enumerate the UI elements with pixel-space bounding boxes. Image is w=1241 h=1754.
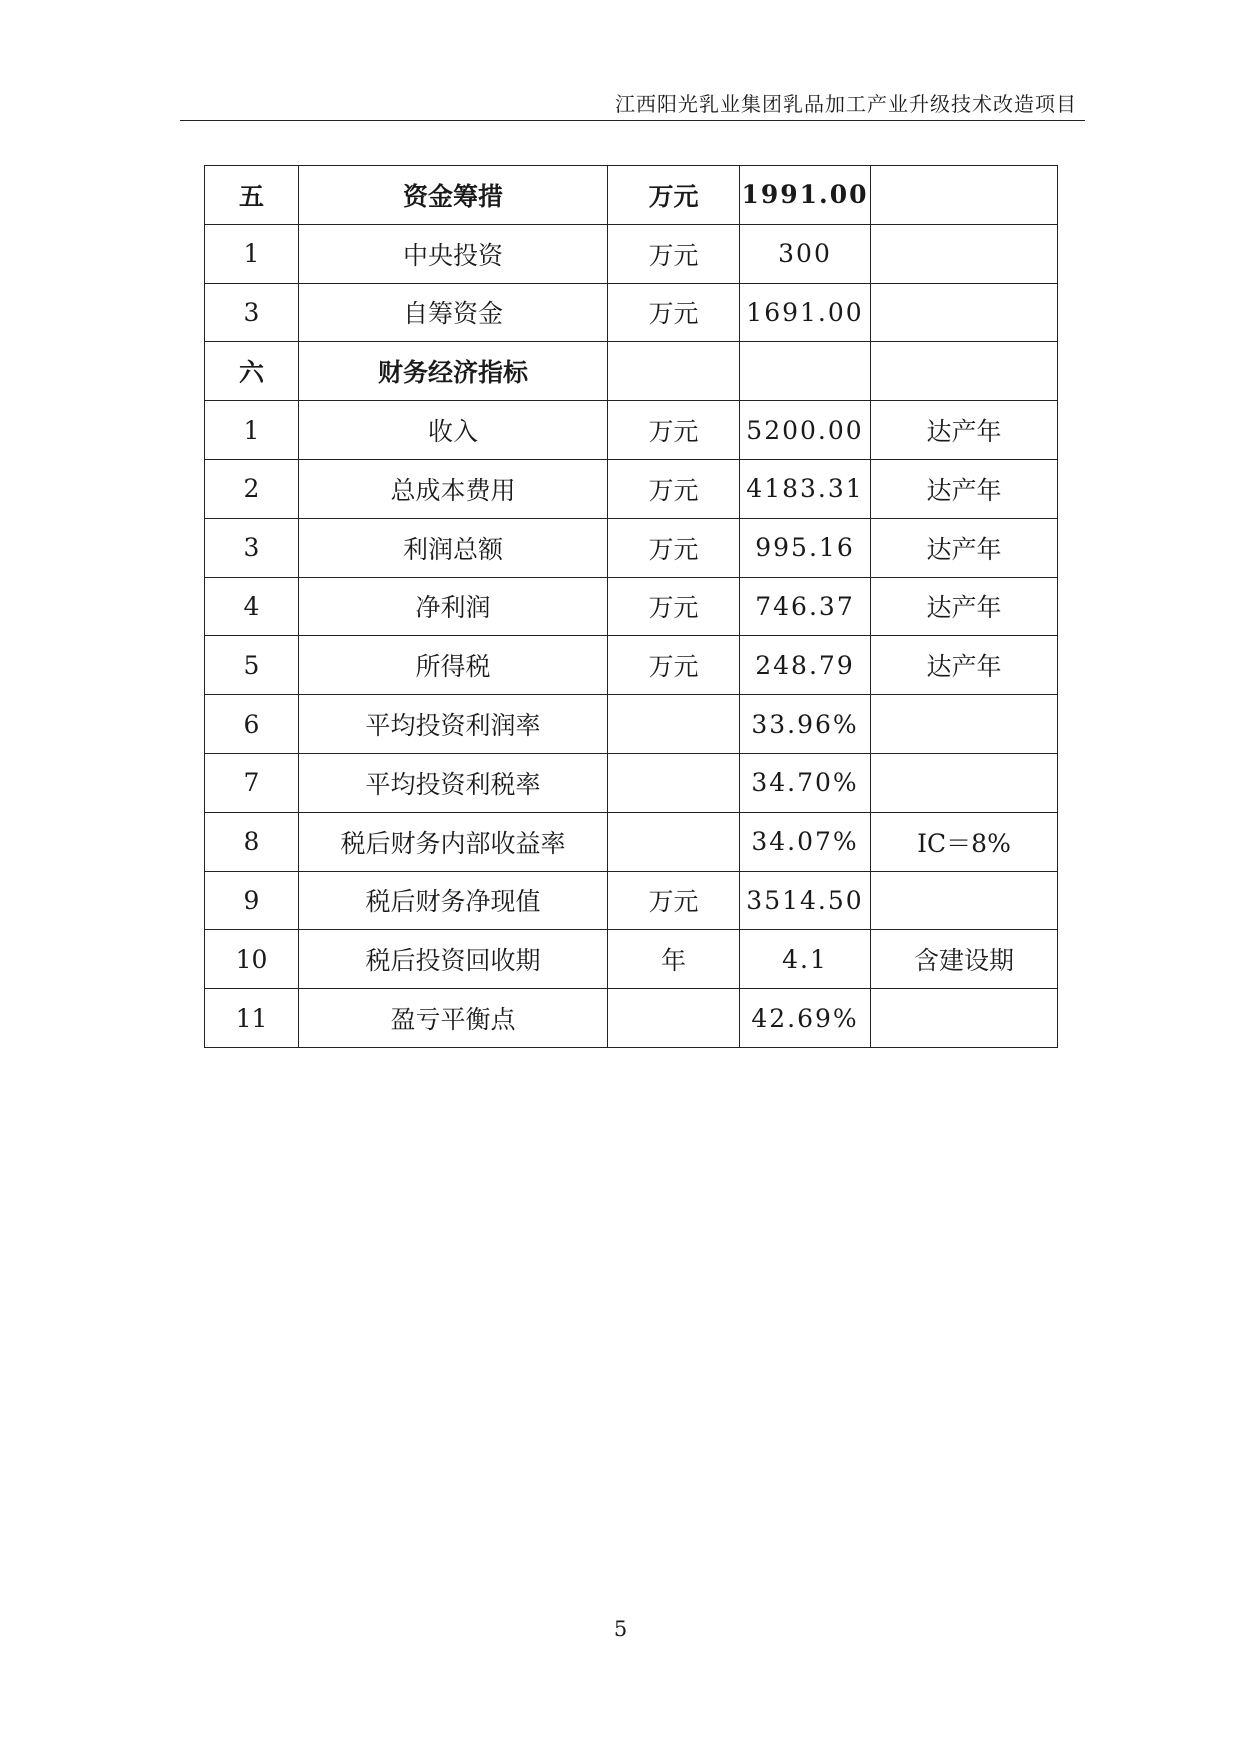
row-note-cell: IC＝8% — [871, 812, 1058, 871]
row-item-cell: 所得税 — [299, 636, 608, 695]
table-row — [205, 401, 1058, 460]
row-index-cell: 五 — [205, 166, 299, 225]
table-row — [205, 224, 1058, 283]
row-item-cell: 财务经济指标 — [299, 342, 608, 401]
table-row — [205, 636, 1058, 695]
row-unit-cell — [608, 989, 740, 1048]
row-value-cell: 1691.00 — [740, 283, 871, 342]
row-index-cell: 8 — [205, 812, 299, 871]
row-unit-cell — [608, 753, 740, 812]
table-row — [205, 753, 1058, 812]
table-section-row — [205, 166, 1058, 225]
row-index-cell: 2 — [205, 459, 299, 518]
row-unit-cell — [608, 695, 740, 754]
row-note-cell: 达产年 — [871, 401, 1058, 460]
row-item-cell: 自筹资金 — [299, 283, 608, 342]
row-note-cell — [871, 283, 1058, 342]
row-unit-cell: 万元 — [608, 459, 740, 518]
row-note-cell: 达产年 — [871, 577, 1058, 636]
row-note-cell: 达产年 — [871, 518, 1058, 577]
row-note-cell: 达产年 — [871, 636, 1058, 695]
row-index-cell: 六 — [205, 342, 299, 401]
row-unit-cell — [608, 812, 740, 871]
row-unit-cell — [608, 342, 740, 401]
row-note-cell — [871, 342, 1058, 401]
row-unit-cell: 万元 — [608, 401, 740, 460]
row-note-cell — [871, 753, 1058, 812]
row-value-cell: 3514.50 — [740, 871, 871, 930]
row-value-cell: 4.1 — [740, 930, 871, 989]
row-item-cell: 税后财务净现值 — [299, 871, 608, 930]
financial-indicators-table — [204, 165, 1058, 1048]
table-row — [205, 283, 1058, 342]
table-row — [205, 577, 1058, 636]
table-row — [205, 930, 1058, 989]
row-unit-cell: 万元 — [608, 166, 740, 225]
row-value-cell: 42.69% — [740, 989, 871, 1048]
row-unit-cell: 万元 — [608, 577, 740, 636]
row-value-cell: 33.96% — [740, 695, 871, 754]
table-row — [205, 695, 1058, 754]
row-value-cell: 5200.00 — [740, 401, 871, 460]
row-item-cell: 平均投资利润率 — [299, 695, 608, 754]
row-index-cell: 3 — [205, 283, 299, 342]
row-item-cell: 总成本费用 — [299, 459, 608, 518]
row-unit-cell: 年 — [608, 930, 740, 989]
header-title: 江西阳光乳业集团乳品加工产业升级技术改造项目 — [615, 92, 1077, 116]
row-index-cell: 1 — [205, 224, 299, 283]
row-index-cell: 11 — [205, 989, 299, 1048]
row-note-cell — [871, 695, 1058, 754]
row-unit-cell: 万元 — [608, 224, 740, 283]
row-value-cell: 746.37 — [740, 577, 871, 636]
table-body — [205, 166, 1058, 1048]
row-unit-cell: 万元 — [608, 518, 740, 577]
row-note-cell — [871, 166, 1058, 225]
row-item-cell: 税后投资回收期 — [299, 930, 608, 989]
row-index-cell: 1 — [205, 401, 299, 460]
row-unit-cell: 万元 — [608, 636, 740, 695]
table-row — [205, 459, 1058, 518]
row-note-cell: 达产年 — [871, 459, 1058, 518]
table-row — [205, 518, 1058, 577]
row-note-cell — [871, 989, 1058, 1048]
row-item-cell: 中央投资 — [299, 224, 608, 283]
row-index-cell: 9 — [205, 871, 299, 930]
row-item-cell: 收入 — [299, 401, 608, 460]
row-value-cell: 34.70% — [740, 753, 871, 812]
row-index-cell: 4 — [205, 577, 299, 636]
row-note-cell — [871, 224, 1058, 283]
row-value-cell: 995.16 — [740, 518, 871, 577]
row-item-cell: 平均投资利税率 — [299, 753, 608, 812]
row-item-cell: 盈亏平衡点 — [299, 989, 608, 1048]
page-header — [180, 80, 1085, 121]
row-index-cell: 10 — [205, 930, 299, 989]
row-value-cell — [740, 342, 871, 401]
table-row — [205, 871, 1058, 930]
row-item-cell: 净利润 — [299, 577, 608, 636]
row-value-cell: 248.79 — [740, 636, 871, 695]
row-item-cell: 资金筹措 — [299, 166, 608, 225]
row-value-cell: 1991.00 — [740, 166, 871, 225]
row-note-cell — [871, 871, 1058, 930]
row-value-cell: 34.07% — [740, 812, 871, 871]
table-row — [205, 989, 1058, 1048]
row-index-cell: 5 — [205, 636, 299, 695]
row-index-cell: 3 — [205, 518, 299, 577]
row-unit-cell: 万元 — [608, 283, 740, 342]
page-number: 5 — [613, 1617, 628, 1641]
row-item-cell: 利润总额 — [299, 518, 608, 577]
table-section-row — [205, 342, 1058, 401]
table-row — [205, 812, 1058, 871]
row-note-cell: 含建设期 — [871, 930, 1058, 989]
row-value-cell: 300 — [740, 224, 871, 283]
row-index-cell: 7 — [205, 753, 299, 812]
row-value-cell: 4183.31 — [740, 459, 871, 518]
row-unit-cell: 万元 — [608, 871, 740, 930]
row-item-cell: 税后财务内部收益率 — [299, 812, 608, 871]
row-index-cell: 6 — [205, 695, 299, 754]
